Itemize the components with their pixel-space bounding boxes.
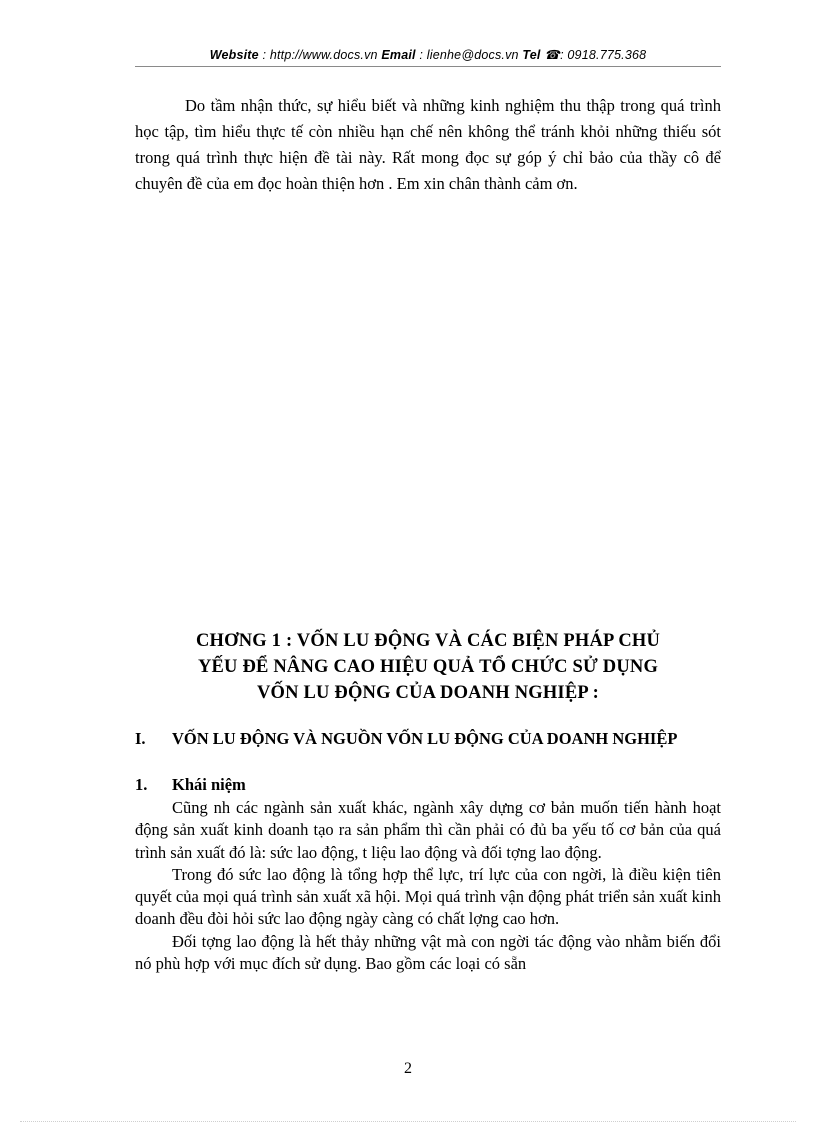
email-value: : lienhe@docs.vn [419, 48, 519, 62]
page-bottom-border [20, 1121, 796, 1122]
telephone-icon: ☎ [544, 48, 561, 62]
subsection-number: 1. [135, 775, 148, 794]
page-header [135, 47, 721, 62]
chapter-title-line-3: VỐN LU ĐỘNG CỦA DOANH NGHIỆP : [256, 683, 600, 703]
section-number: I. [135, 729, 146, 748]
body-paragraph: Đối tợng lao động là hết thảy những vật mà con ngời tác động vào nhằm biến đổi nó phù hợp với mục đích sử dụng. Bao gồm các loại có sẵn [135, 931, 721, 974]
body-paragraph: Trong đó sức lao động là tổng hợp thể lực, trí lực của con ngời, là điều kiện tiên quyết của mọi quá trình sản xuất xã hội. Mọi quá trình vận động phát triển sản xuất kinh doanh đều đòi hỏi sức lao động ngày càng có chất lợng cao hơn. [135, 864, 721, 929]
chapter-title-line-2: YẾU ĐỂ NÂNG CAO HIỆU QUẢ TỔ CHỨC SỬ DỤNG [197, 657, 659, 677]
body-paragraph: Cũng nh các ngành sản xuất khác, ngành xây dựng cơ bản muốn tiến hành hoạt động sản xuất kinh doanh tạo ra sản phẩm thì cần phải có đủ ba yếu tố cơ bản của quá trình sản xuất đó là: sức lao động, t liệu lao động và đối tợng lao động. [135, 798, 721, 862]
chapter-title-line-1: CHƠNG 1 : VỐN LU ĐỘNG VÀ CÁC BIỆN PHÁP CHỦ [195, 631, 661, 651]
subsection-title: Khái niệm [172, 775, 246, 794]
page-number: 2 [404, 1060, 412, 1077]
website-label: Website [209, 48, 259, 62]
header-divider [135, 66, 721, 67]
body-text [135, 797, 721, 975]
tel-value: : 0918.775.368 [560, 48, 647, 62]
email-label: Email [381, 48, 416, 62]
website-value: : http://www.docs.vn [262, 48, 378, 62]
section-title: VỐN LU ĐỘNG VÀ NGUỒN VỐN LU ĐỘNG CỦA DOANH NGHIỆP [172, 729, 678, 748]
subsection-heading [135, 774, 721, 796]
chapter-title [120, 628, 736, 706]
tel-label: Tel [522, 48, 541, 62]
section-heading [135, 728, 721, 750]
intro-paragraph: Do tầm nhận thức, sự hiểu biết và những kinh nghiệm thu thập trong quá trình học tập, tìm hiểu thực tế còn nhiều hạn chế nên không thể tránh khỏi những thiếu sót trong quá trình thực hiện đề tài này. Rất mong đọc sự góp ý chỉ bảo của thầy cô để chuyên đề của em đọc hoàn thiện hơn . Em xin chân thành cảm ơn. [135, 96, 721, 193]
